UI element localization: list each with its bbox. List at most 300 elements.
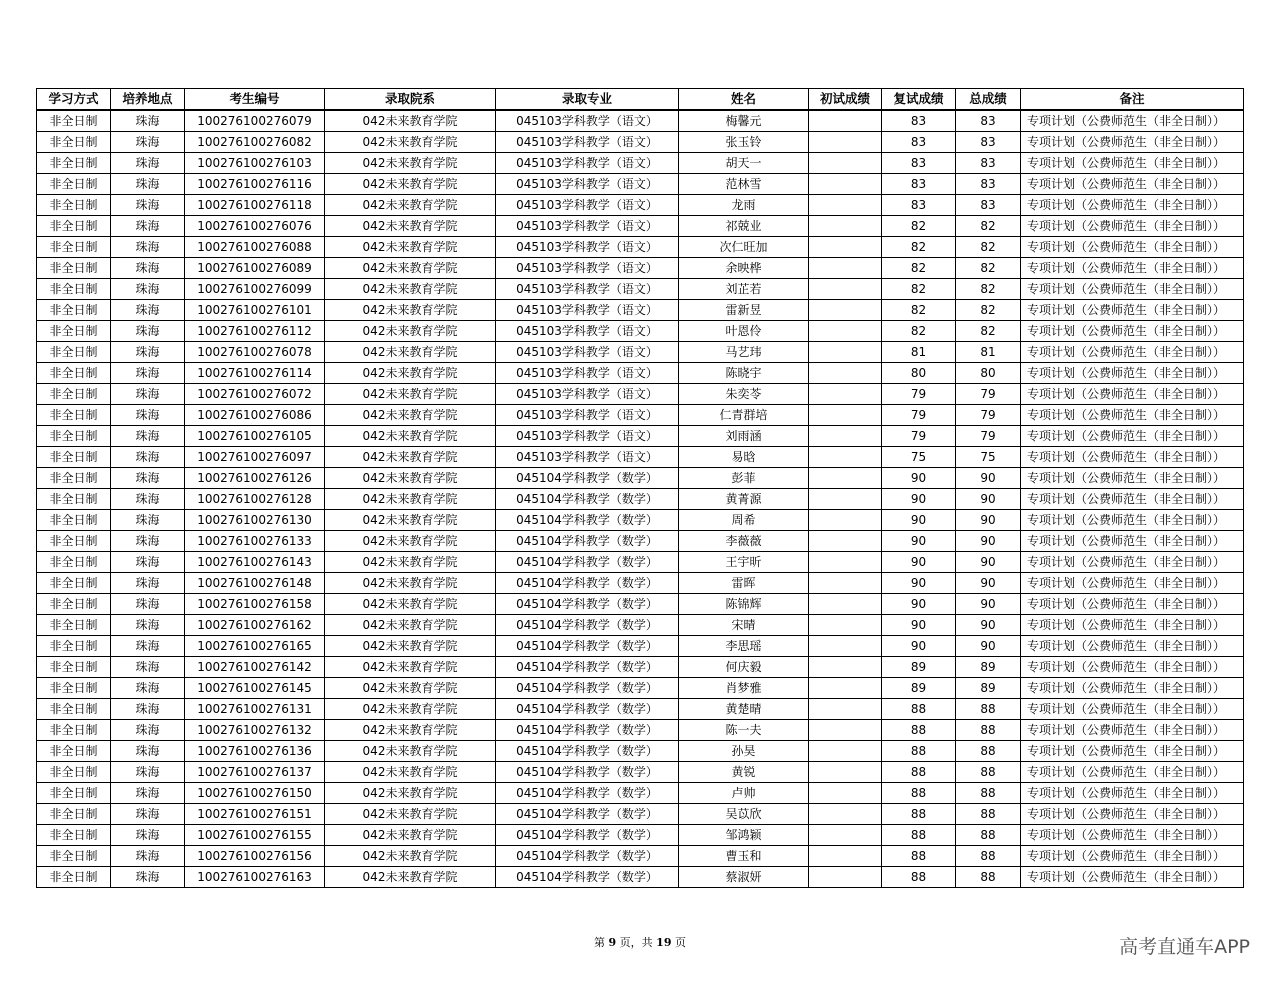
- cell-retest-score: 82: [882, 237, 956, 258]
- cell-remarks: 专项计划（公费师范生（非全日制））: [1021, 363, 1244, 384]
- cell-retest-score: 88: [882, 762, 956, 783]
- cell-candidate-id: 100276100276105: [185, 426, 325, 447]
- cell-department: 042未来教育学院: [325, 678, 496, 699]
- cell-remarks: 专项计划（公费师范生（非全日制））: [1021, 426, 1244, 447]
- cell-department: 042未来教育学院: [325, 216, 496, 237]
- cell-study-mode: 非全日制: [37, 867, 111, 888]
- cell-study-mode: 非全日制: [37, 153, 111, 174]
- cell-major: 045103学科教学（语文）: [496, 110, 679, 132]
- cell-department: 042未来教育学院: [325, 321, 496, 342]
- cell-total-score: 90: [956, 489, 1021, 510]
- cell-total-score: 88: [956, 783, 1021, 804]
- cell-remarks: 专项计划（公费师范生（非全日制））: [1021, 195, 1244, 216]
- cell-department: 042未来教育学院: [325, 510, 496, 531]
- table-row: [37, 258, 1244, 279]
- cell-total-score: 90: [956, 531, 1021, 552]
- cell-study-mode: 非全日制: [37, 363, 111, 384]
- cell-initial-score: [809, 699, 882, 720]
- cell-name: 何庆毅: [679, 657, 809, 678]
- col-header-study-mode: 学习方式: [37, 89, 111, 111]
- table-row: [37, 216, 1244, 237]
- cell-location: 珠海: [111, 762, 185, 783]
- cell-remarks: 专项计划（公费师范生（非全日制））: [1021, 657, 1244, 678]
- cell-total-score: 82: [956, 216, 1021, 237]
- cell-name: 陈一夫: [679, 720, 809, 741]
- cell-initial-score: [809, 678, 882, 699]
- cell-name: 易晗: [679, 447, 809, 468]
- col-header-initial-score: 初试成绩: [809, 89, 882, 111]
- cell-initial-score: [809, 783, 882, 804]
- cell-name: 宋晴: [679, 615, 809, 636]
- cell-study-mode: 非全日制: [37, 657, 111, 678]
- cell-major: 045104学科教学（数学）: [496, 510, 679, 531]
- cell-retest-score: 79: [882, 405, 956, 426]
- table-row: [37, 132, 1244, 153]
- table-row: [37, 615, 1244, 636]
- cell-candidate-id: 100276100276076: [185, 216, 325, 237]
- cell-total-score: 81: [956, 342, 1021, 363]
- cell-candidate-id: 100276100276136: [185, 741, 325, 762]
- cell-remarks: 专项计划（公费师范生（非全日制））: [1021, 720, 1244, 741]
- cell-location: 珠海: [111, 867, 185, 888]
- admission-table: [36, 88, 1244, 888]
- cell-remarks: 专项计划（公费师范生（非全日制））: [1021, 237, 1244, 258]
- cell-total-score: 82: [956, 300, 1021, 321]
- cell-retest-score: 88: [882, 699, 956, 720]
- cell-initial-score: [809, 552, 882, 573]
- cell-study-mode: 非全日制: [37, 762, 111, 783]
- col-header-total-score: 总成绩: [956, 89, 1021, 111]
- cell-retest-score: 89: [882, 678, 956, 699]
- cell-location: 珠海: [111, 279, 185, 300]
- table-row: [37, 825, 1244, 846]
- cell-candidate-id: 100276100276156: [185, 846, 325, 867]
- cell-retest-score: 88: [882, 783, 956, 804]
- cell-retest-score: 83: [882, 174, 956, 195]
- cell-remarks: 专项计划（公费师范生（非全日制））: [1021, 825, 1244, 846]
- cell-department: 042未来教育学院: [325, 720, 496, 741]
- table-row: [37, 447, 1244, 468]
- cell-major: 045104学科教学（数学）: [496, 783, 679, 804]
- cell-name: 雷新昱: [679, 300, 809, 321]
- cell-candidate-id: 100276100276143: [185, 552, 325, 573]
- table-row: [37, 510, 1244, 531]
- cell-department: 042未来教育学院: [325, 363, 496, 384]
- col-header-department: 录取院系: [325, 89, 496, 111]
- cell-name: 孙昊: [679, 741, 809, 762]
- cell-department: 042未来教育学院: [325, 342, 496, 363]
- cell-department: 042未来教育学院: [325, 846, 496, 867]
- cell-remarks: 专项计划（公费师范生（非全日制））: [1021, 762, 1244, 783]
- cell-initial-score: [809, 825, 882, 846]
- cell-total-score: 88: [956, 804, 1021, 825]
- cell-major: 045104学科教学（数学）: [496, 741, 679, 762]
- cell-candidate-id: 100276100276126: [185, 468, 325, 489]
- cell-total-score: 89: [956, 678, 1021, 699]
- cell-major: 045104学科教学（数学）: [496, 762, 679, 783]
- cell-major: 045104学科教学（数学）: [496, 573, 679, 594]
- cell-remarks: 专项计划（公费师范生（非全日制））: [1021, 110, 1244, 132]
- cell-study-mode: 非全日制: [37, 615, 111, 636]
- cell-retest-score: 88: [882, 720, 956, 741]
- cell-location: 珠海: [111, 363, 185, 384]
- table-row: [37, 110, 1244, 132]
- cell-candidate-id: 100276100276137: [185, 762, 325, 783]
- cell-major: 045103学科教学（语文）: [496, 300, 679, 321]
- cell-major: 045104学科教学（数学）: [496, 699, 679, 720]
- cell-major: 045103学科教学（语文）: [496, 405, 679, 426]
- cell-remarks: 专项计划（公费师范生（非全日制））: [1021, 552, 1244, 573]
- cell-name: 黄锐: [679, 762, 809, 783]
- table-row: [37, 867, 1244, 888]
- cell-initial-score: [809, 279, 882, 300]
- col-header-retest-score: 复试成绩: [882, 89, 956, 111]
- cell-candidate-id: 100276100276114: [185, 363, 325, 384]
- cell-major: 045104学科教学（数学）: [496, 825, 679, 846]
- cell-initial-score: [809, 237, 882, 258]
- cell-location: 珠海: [111, 426, 185, 447]
- cell-initial-score: [809, 258, 882, 279]
- table-row: [37, 237, 1244, 258]
- cell-initial-score: [809, 867, 882, 888]
- cell-major: 045103学科教学（语文）: [496, 132, 679, 153]
- cell-name: 龙雨: [679, 195, 809, 216]
- col-header-major: 录取专业: [496, 89, 679, 111]
- cell-major: 045104学科教学（数学）: [496, 804, 679, 825]
- cell-retest-score: 88: [882, 741, 956, 762]
- cell-study-mode: 非全日制: [37, 216, 111, 237]
- cell-total-score: 83: [956, 110, 1021, 132]
- cell-initial-score: [809, 110, 882, 132]
- cell-department: 042未来教育学院: [325, 741, 496, 762]
- cell-candidate-id: 100276100276112: [185, 321, 325, 342]
- cell-study-mode: 非全日制: [37, 741, 111, 762]
- cell-major: 045103学科教学（语文）: [496, 426, 679, 447]
- cell-candidate-id: 100276100276128: [185, 489, 325, 510]
- cell-name: 吴苡欣: [679, 804, 809, 825]
- cell-retest-score: 88: [882, 804, 956, 825]
- cell-remarks: 专项计划（公费师范生（非全日制））: [1021, 468, 1244, 489]
- cell-total-score: 90: [956, 615, 1021, 636]
- cell-initial-score: [809, 384, 882, 405]
- cell-initial-score: [809, 405, 882, 426]
- cell-retest-score: 80: [882, 363, 956, 384]
- cell-initial-score: [809, 762, 882, 783]
- cell-study-mode: 非全日制: [37, 195, 111, 216]
- cell-location: 珠海: [111, 573, 185, 594]
- cell-candidate-id: 100276100276130: [185, 510, 325, 531]
- cell-candidate-id: 100276100276103: [185, 153, 325, 174]
- cell-total-score: 80: [956, 363, 1021, 384]
- cell-department: 042未来教育学院: [325, 300, 496, 321]
- cell-location: 珠海: [111, 153, 185, 174]
- cell-total-score: 82: [956, 321, 1021, 342]
- table-row: [37, 741, 1244, 762]
- cell-name: 朱奕苓: [679, 384, 809, 405]
- cell-initial-score: [809, 426, 882, 447]
- cell-initial-score: [809, 321, 882, 342]
- cell-candidate-id: 100276100276158: [185, 594, 325, 615]
- cell-retest-score: 82: [882, 321, 956, 342]
- cell-department: 042未来教育学院: [325, 447, 496, 468]
- table-row: [37, 531, 1244, 552]
- table-row: [37, 300, 1244, 321]
- cell-name: 范林雪: [679, 174, 809, 195]
- cell-retest-score: 88: [882, 846, 956, 867]
- table-row: [37, 153, 1244, 174]
- footer-suffix: 页: [674, 936, 686, 949]
- table-body: [37, 110, 1244, 888]
- cell-candidate-id: 100276100276088: [185, 237, 325, 258]
- cell-location: 珠海: [111, 594, 185, 615]
- cell-study-mode: 非全日制: [37, 510, 111, 531]
- cell-initial-score: [809, 573, 882, 594]
- cell-remarks: 专项计划（公费师范生（非全日制））: [1021, 384, 1244, 405]
- cell-total-score: 88: [956, 867, 1021, 888]
- cell-retest-score: 90: [882, 531, 956, 552]
- cell-department: 042未来教育学院: [325, 279, 496, 300]
- cell-major: 045104学科教学（数学）: [496, 615, 679, 636]
- cell-candidate-id: 100276100276155: [185, 825, 325, 846]
- cell-name: 彭菲: [679, 468, 809, 489]
- cell-remarks: 专项计划（公费师范生（非全日制））: [1021, 132, 1244, 153]
- footer-middle: 页，共: [619, 936, 653, 949]
- cell-total-score: 88: [956, 720, 1021, 741]
- cell-initial-score: [809, 300, 882, 321]
- cell-major: 045104学科教学（数学）: [496, 594, 679, 615]
- table-row: [37, 552, 1244, 573]
- cell-candidate-id: 100276100276133: [185, 531, 325, 552]
- cell-retest-score: 75: [882, 447, 956, 468]
- cell-retest-score: 83: [882, 153, 956, 174]
- cell-total-score: 83: [956, 174, 1021, 195]
- cell-total-score: 83: [956, 153, 1021, 174]
- cell-location: 珠海: [111, 678, 185, 699]
- cell-department: 042未来教育学院: [325, 783, 496, 804]
- cell-department: 042未来教育学院: [325, 552, 496, 573]
- cell-major: 045103学科教学（语文）: [496, 174, 679, 195]
- current-page-number: 9: [608, 936, 617, 949]
- cell-candidate-id: 100276100276097: [185, 447, 325, 468]
- cell-candidate-id: 100276100276089: [185, 258, 325, 279]
- cell-department: 042未来教育学院: [325, 762, 496, 783]
- cell-remarks: 专项计划（公费师范生（非全日制））: [1021, 342, 1244, 363]
- cell-initial-score: [809, 174, 882, 195]
- cell-department: 042未来教育学院: [325, 594, 496, 615]
- cell-retest-score: 90: [882, 552, 956, 573]
- cell-study-mode: 非全日制: [37, 552, 111, 573]
- cell-retest-score: 90: [882, 510, 956, 531]
- cell-total-score: 79: [956, 405, 1021, 426]
- cell-name: 邹鸿颖: [679, 825, 809, 846]
- cell-major: 045103学科教学（语文）: [496, 321, 679, 342]
- cell-department: 042未来教育学院: [325, 573, 496, 594]
- cell-initial-score: [809, 741, 882, 762]
- cell-remarks: 专项计划（公费师范生（非全日制））: [1021, 489, 1244, 510]
- cell-candidate-id: 100276100276082: [185, 132, 325, 153]
- cell-location: 珠海: [111, 110, 185, 132]
- cell-remarks: 专项计划（公费师范生（非全日制））: [1021, 741, 1244, 762]
- cell-remarks: 专项计划（公费师范生（非全日制））: [1021, 216, 1244, 237]
- cell-study-mode: 非全日制: [37, 594, 111, 615]
- cell-location: 珠海: [111, 174, 185, 195]
- cell-candidate-id: 100276100276079: [185, 110, 325, 132]
- cell-location: 珠海: [111, 237, 185, 258]
- cell-study-mode: 非全日制: [37, 573, 111, 594]
- cell-location: 珠海: [111, 825, 185, 846]
- table-row: [37, 678, 1244, 699]
- cell-retest-score: 89: [882, 657, 956, 678]
- col-header-remarks: 备注: [1021, 89, 1244, 111]
- cell-initial-score: [809, 510, 882, 531]
- cell-major: 045104学科教学（数学）: [496, 867, 679, 888]
- cell-initial-score: [809, 447, 882, 468]
- cell-candidate-id: 100276100276118: [185, 195, 325, 216]
- cell-location: 珠海: [111, 342, 185, 363]
- cell-remarks: 专项计划（公费师范生（非全日制））: [1021, 531, 1244, 552]
- cell-study-mode: 非全日制: [37, 279, 111, 300]
- cell-major: 045103学科教学（语文）: [496, 153, 679, 174]
- cell-name: 黄楚晴: [679, 699, 809, 720]
- cell-name: 卢帅: [679, 783, 809, 804]
- cell-location: 珠海: [111, 510, 185, 531]
- cell-location: 珠海: [111, 783, 185, 804]
- cell-total-score: 90: [956, 510, 1021, 531]
- total-page-count: 19: [656, 936, 672, 949]
- cell-candidate-id: 100276100276132: [185, 720, 325, 741]
- cell-name: 李薇薇: [679, 531, 809, 552]
- cell-location: 珠海: [111, 531, 185, 552]
- cell-major: 045104学科教学（数学）: [496, 720, 679, 741]
- cell-location: 珠海: [111, 804, 185, 825]
- cell-department: 042未来教育学院: [325, 531, 496, 552]
- cell-study-mode: 非全日制: [37, 804, 111, 825]
- cell-location: 珠海: [111, 447, 185, 468]
- cell-location: 珠海: [111, 300, 185, 321]
- cell-retest-score: 90: [882, 468, 956, 489]
- cell-name: 雷晖: [679, 573, 809, 594]
- cell-remarks: 专项计划（公费师范生（非全日制））: [1021, 258, 1244, 279]
- cell-retest-score: 83: [882, 195, 956, 216]
- cell-study-mode: 非全日制: [37, 426, 111, 447]
- cell-study-mode: 非全日制: [37, 699, 111, 720]
- table-row: [37, 846, 1244, 867]
- cell-remarks: 专项计划（公费师范生（非全日制））: [1021, 279, 1244, 300]
- cell-candidate-id: 100276100276165: [185, 636, 325, 657]
- cell-remarks: 专项计划（公费师范生（非全日制））: [1021, 636, 1244, 657]
- cell-major: 045104学科教学（数学）: [496, 531, 679, 552]
- table-row: [37, 195, 1244, 216]
- cell-location: 珠海: [111, 216, 185, 237]
- cell-candidate-id: 100276100276151: [185, 804, 325, 825]
- cell-retest-score: 82: [882, 300, 956, 321]
- cell-major: 045104学科教学（数学）: [496, 489, 679, 510]
- cell-total-score: 83: [956, 132, 1021, 153]
- footer-prefix: 第: [594, 936, 606, 949]
- cell-initial-score: [809, 363, 882, 384]
- cell-candidate-id: 100276100276148: [185, 573, 325, 594]
- cell-study-mode: 非全日制: [37, 678, 111, 699]
- cell-initial-score: [809, 216, 882, 237]
- cell-major: 045103学科教学（语文）: [496, 447, 679, 468]
- cell-candidate-id: 100276100276142: [185, 657, 325, 678]
- cell-department: 042未来教育学院: [325, 468, 496, 489]
- cell-name: 陈晓宇: [679, 363, 809, 384]
- cell-initial-score: [809, 636, 882, 657]
- cell-total-score: 88: [956, 846, 1021, 867]
- cell-candidate-id: 100276100276131: [185, 699, 325, 720]
- table-row: [37, 468, 1244, 489]
- cell-location: 珠海: [111, 699, 185, 720]
- cell-department: 042未来教育学院: [325, 405, 496, 426]
- cell-total-score: 90: [956, 636, 1021, 657]
- cell-major: 045104学科教学（数学）: [496, 468, 679, 489]
- cell-name: 肖梦雅: [679, 678, 809, 699]
- cell-candidate-id: 100276100276072: [185, 384, 325, 405]
- cell-major: 045104学科教学（数学）: [496, 552, 679, 573]
- cell-remarks: 专项计划（公费师范生（非全日制））: [1021, 678, 1244, 699]
- cell-name: 曹玉和: [679, 846, 809, 867]
- cell-major: 045103学科教学（语文）: [496, 195, 679, 216]
- cell-department: 042未来教育学院: [325, 615, 496, 636]
- cell-name: 周希: [679, 510, 809, 531]
- cell-retest-score: 90: [882, 594, 956, 615]
- cell-initial-score: [809, 489, 882, 510]
- cell-remarks: 专项计划（公费师范生（非全日制））: [1021, 153, 1244, 174]
- cell-initial-score: [809, 153, 882, 174]
- cell-retest-score: 79: [882, 426, 956, 447]
- cell-study-mode: 非全日制: [37, 174, 111, 195]
- cell-total-score: 90: [956, 594, 1021, 615]
- cell-location: 珠海: [111, 720, 185, 741]
- cell-candidate-id: 100276100276162: [185, 615, 325, 636]
- cell-candidate-id: 100276100276163: [185, 867, 325, 888]
- cell-department: 042未来教育学院: [325, 237, 496, 258]
- cell-study-mode: 非全日制: [37, 110, 111, 132]
- cell-location: 珠海: [111, 657, 185, 678]
- cell-study-mode: 非全日制: [37, 489, 111, 510]
- cell-department: 042未来教育学院: [325, 804, 496, 825]
- cell-remarks: 专项计划（公费师范生（非全日制））: [1021, 405, 1244, 426]
- cell-candidate-id: 100276100276145: [185, 678, 325, 699]
- cell-initial-score: [809, 720, 882, 741]
- cell-location: 珠海: [111, 195, 185, 216]
- cell-location: 珠海: [111, 846, 185, 867]
- cell-department: 042未来教育学院: [325, 657, 496, 678]
- cell-name: 蔡淑妍: [679, 867, 809, 888]
- app-watermark: 高考直通车APP: [1119, 936, 1250, 958]
- table-row: [37, 720, 1244, 741]
- cell-location: 珠海: [111, 489, 185, 510]
- cell-remarks: 专项计划（公费师范生（非全日制））: [1021, 300, 1244, 321]
- cell-total-score: 82: [956, 258, 1021, 279]
- cell-major: 045103学科教学（语文）: [496, 216, 679, 237]
- cell-initial-score: [809, 468, 882, 489]
- cell-study-mode: 非全日制: [37, 342, 111, 363]
- cell-major: 045103学科教学（语文）: [496, 258, 679, 279]
- cell-retest-score: 90: [882, 615, 956, 636]
- table-row: [37, 804, 1244, 825]
- cell-remarks: 专项计划（公费师范生（非全日制））: [1021, 804, 1244, 825]
- cell-study-mode: 非全日制: [37, 447, 111, 468]
- cell-study-mode: 非全日制: [37, 132, 111, 153]
- cell-department: 042未来教育学院: [325, 384, 496, 405]
- cell-name: 余映桦: [679, 258, 809, 279]
- cell-name: 叶恩伶: [679, 321, 809, 342]
- table-row: [37, 426, 1244, 447]
- cell-name: 梅馨元: [679, 110, 809, 132]
- cell-name: 马艺玮: [679, 342, 809, 363]
